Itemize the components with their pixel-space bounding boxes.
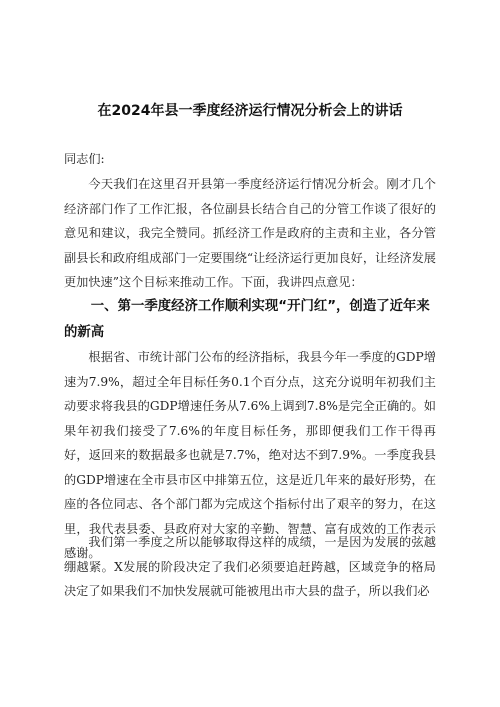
section-heading-1: 一、第一季度经济工作顺利实现“开门红”，创造了近年来的新高 [64,299,430,340]
document-title: 在2024年县一季度经济运行情况分析会上的讲话 [97,103,403,119]
paragraph-gdp: 根据省、市统计部门公布的经济指标，我县今年一季度的GDP增速为7.9%，超过全年目标任务0.1个百分点，这充分说明年初我们主动要求将我县的GDP增速任务从7.6%上调到7.8%是完全正确的。如果年初我们接受了7.6%的年度目标任务，那即便我们工作干得再好，返回来的数据最多也就是7.7%，绝对达不到7.9%。一季度我县的GDP增速在全市县市区中排第五位，这是近几年来的最好形势，在座的各位同志、各个部门都为完成这个指标付出了艰辛的努力，在这里，我代表县委、县政府对大家的辛勤、智慧、富有成效的工作表示感谢。 [64,350,436,560]
salutation: 同志们: [64,152,105,166]
paragraph-opening: 今天我们在这里召开县第一季度经济运行情况分析会。刚才几个经济部门作了工作汇报，各位副县长结合自己的分管工作谈了很好的意见和建议，我完全赞同。抓经济工作是政府的主责和主业，各分管副县长和政府组成部门一定要围绕“让经济运行更加良好，让经济发展更加快速”这个目标来推动工作。下面，我讲四点意见： [64,177,436,289]
paragraph-reasons: 我们第一季度之所以能够取得这样的成绩，一是因为发展的弦越绷越紧。X发展的阶段决定了我们必须要追赶跨越，区域竞争的格局决定了如果我们不加快发展就可能被甩出市大县的盘子，所以我们必 [64,535,436,598]
